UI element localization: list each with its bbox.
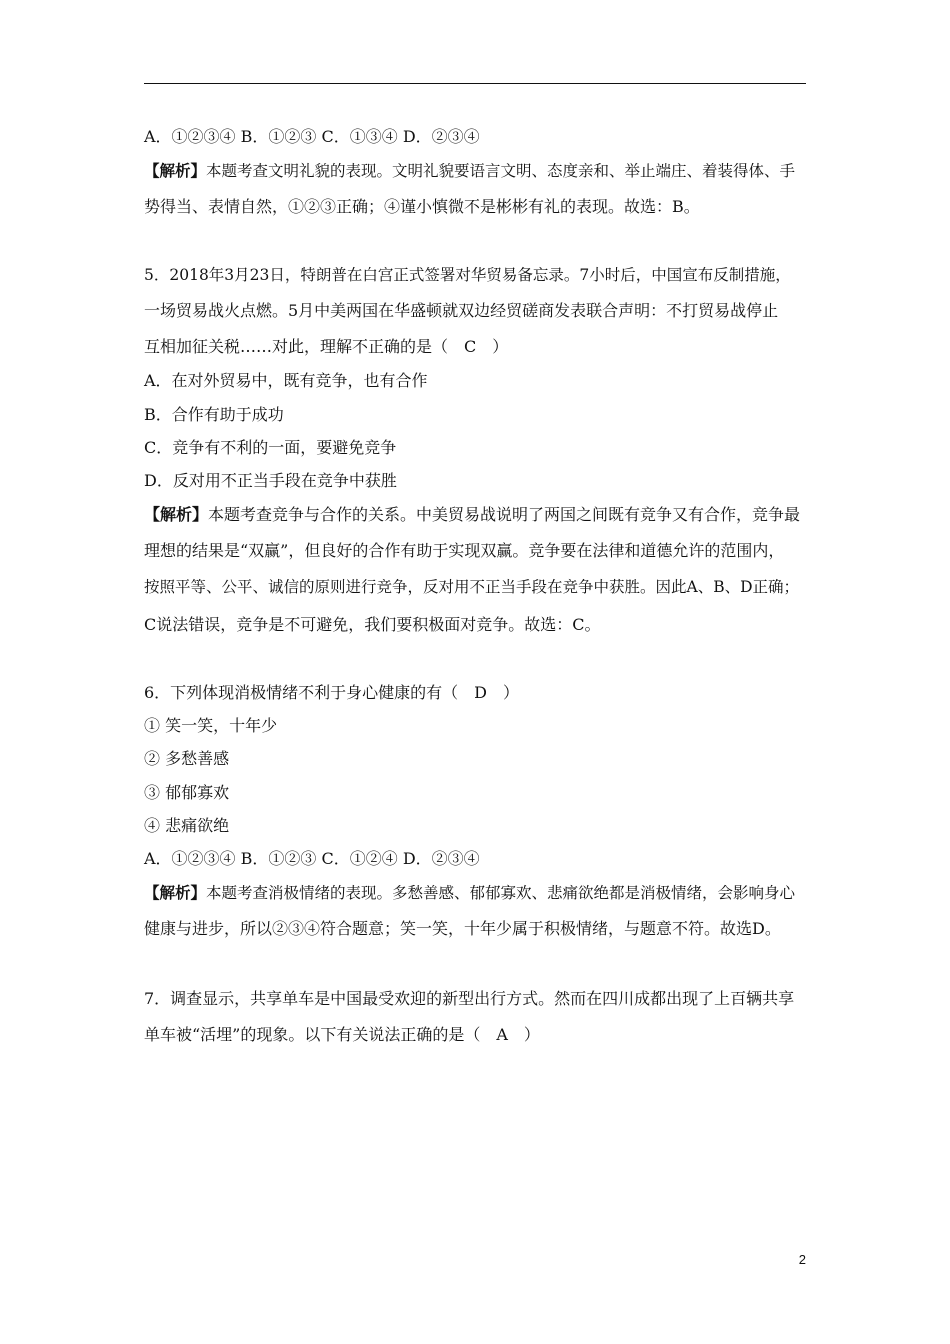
- q5-option-c: C．竞争有不利的一面，要避免竞争: [144, 438, 397, 457]
- q6-stem: 6．下列体现消极情绪不利于身心健康的有（ D ）: [144, 683, 520, 702]
- q5-option-d: D．反对用不正当手段在竞争中获胜: [144, 471, 397, 490]
- q5-stem-line-3: 互相加征关税……对此，理解不正确的是（ C ）: [144, 337, 509, 356]
- q5-analysis-label: 【解析】: [144, 505, 209, 524]
- q4-analysis-text-1: 本题考查文明礼貌的表现。文明礼貌要语言文明、态度亲和、举止端庄、着装得体、手: [206, 162, 796, 180]
- q5-analysis-line-4: C说法错误，竞争是不可避免，我们要积极面对竞争。故选：C。: [144, 615, 601, 634]
- q7-stem-line-1: 7．调查显示，共享单车是中国最受欢迎的新型出行方式。然而在四川成都出现了上百辆共享: [144, 989, 795, 1008]
- q6-item-2: ② 多愁善感: [144, 749, 230, 768]
- q6-item-1: ① 笑一笑，十年少: [144, 716, 278, 735]
- q5-stem-line-2: 一场贸易战火点燃。5月中美两国在华盛顿就双边经贸磋商发表联合声明：不打贸易战停止: [144, 301, 779, 320]
- q6-analysis-line-1: [144, 882, 795, 904]
- q5-analysis-line-3: 按照平等、公平、诚信的原则进行竞争，反对用不正当手段在竞争中获胜。因此A、B、D正确；: [144, 578, 800, 596]
- q6-analysis-text-1: 本题考查消极情绪的表现。多愁善感、郁郁寡欢、悲痛欲绝都是消极情绪，会影响身心: [206, 884, 796, 902]
- q6-options: A．①②③④ B．①②③ C．①②④ D．②③④: [144, 849, 480, 868]
- q5-option-b: B．合作有助于成功: [144, 405, 284, 424]
- q5-analysis-line-2: 理想的结果是“双赢”，但良好的合作有助于实现双赢。竞争要在法律和道德允许的范围内，: [144, 541, 785, 560]
- q5-stem-line-1: 5．2018年3月23日，特朗普在白宫正式签署对华贸易备忘录。7小时后，中国宣布反制措施，: [144, 266, 791, 284]
- q7-stem-line-2: 单车被“活埋”的现象。以下有关说法正确的是（ A ）: [144, 1025, 540, 1044]
- q6-analysis-line-2: 健康与进步，所以②③④符合题意；笑一笑，十年少属于积极情绪，与题意不符。故选D。: [144, 919, 781, 938]
- q4-analysis-label: 【解析】: [144, 161, 207, 180]
- q5-option-a: A．在对外贸易中，既有竞争，也有合作: [144, 371, 428, 390]
- q4-analysis-line-2: 势得当、表情自然，①②③正确；④谨小慎微不是彬彬有礼的表现。故选：B。: [144, 197, 700, 216]
- q6-item-3: ③ 郁郁寡欢: [144, 783, 230, 802]
- page-number: 2: [798, 1252, 806, 1267]
- q5-analysis-line-1: [144, 504, 800, 526]
- q4-analysis-line-1: [144, 160, 795, 182]
- q5-analysis-text-1: 本题考查竞争与合作的关系。中美贸易战说明了两国之间既有竞争又有合作，竞争最: [208, 505, 801, 524]
- q6-analysis-label: 【解析】: [144, 883, 207, 902]
- q4-options: A．①②③④ B．①②③ C．①③④ D．②③④: [144, 127, 480, 146]
- q6-item-4: ④ 悲痛欲绝: [144, 816, 230, 835]
- header-rule: [144, 83, 806, 84]
